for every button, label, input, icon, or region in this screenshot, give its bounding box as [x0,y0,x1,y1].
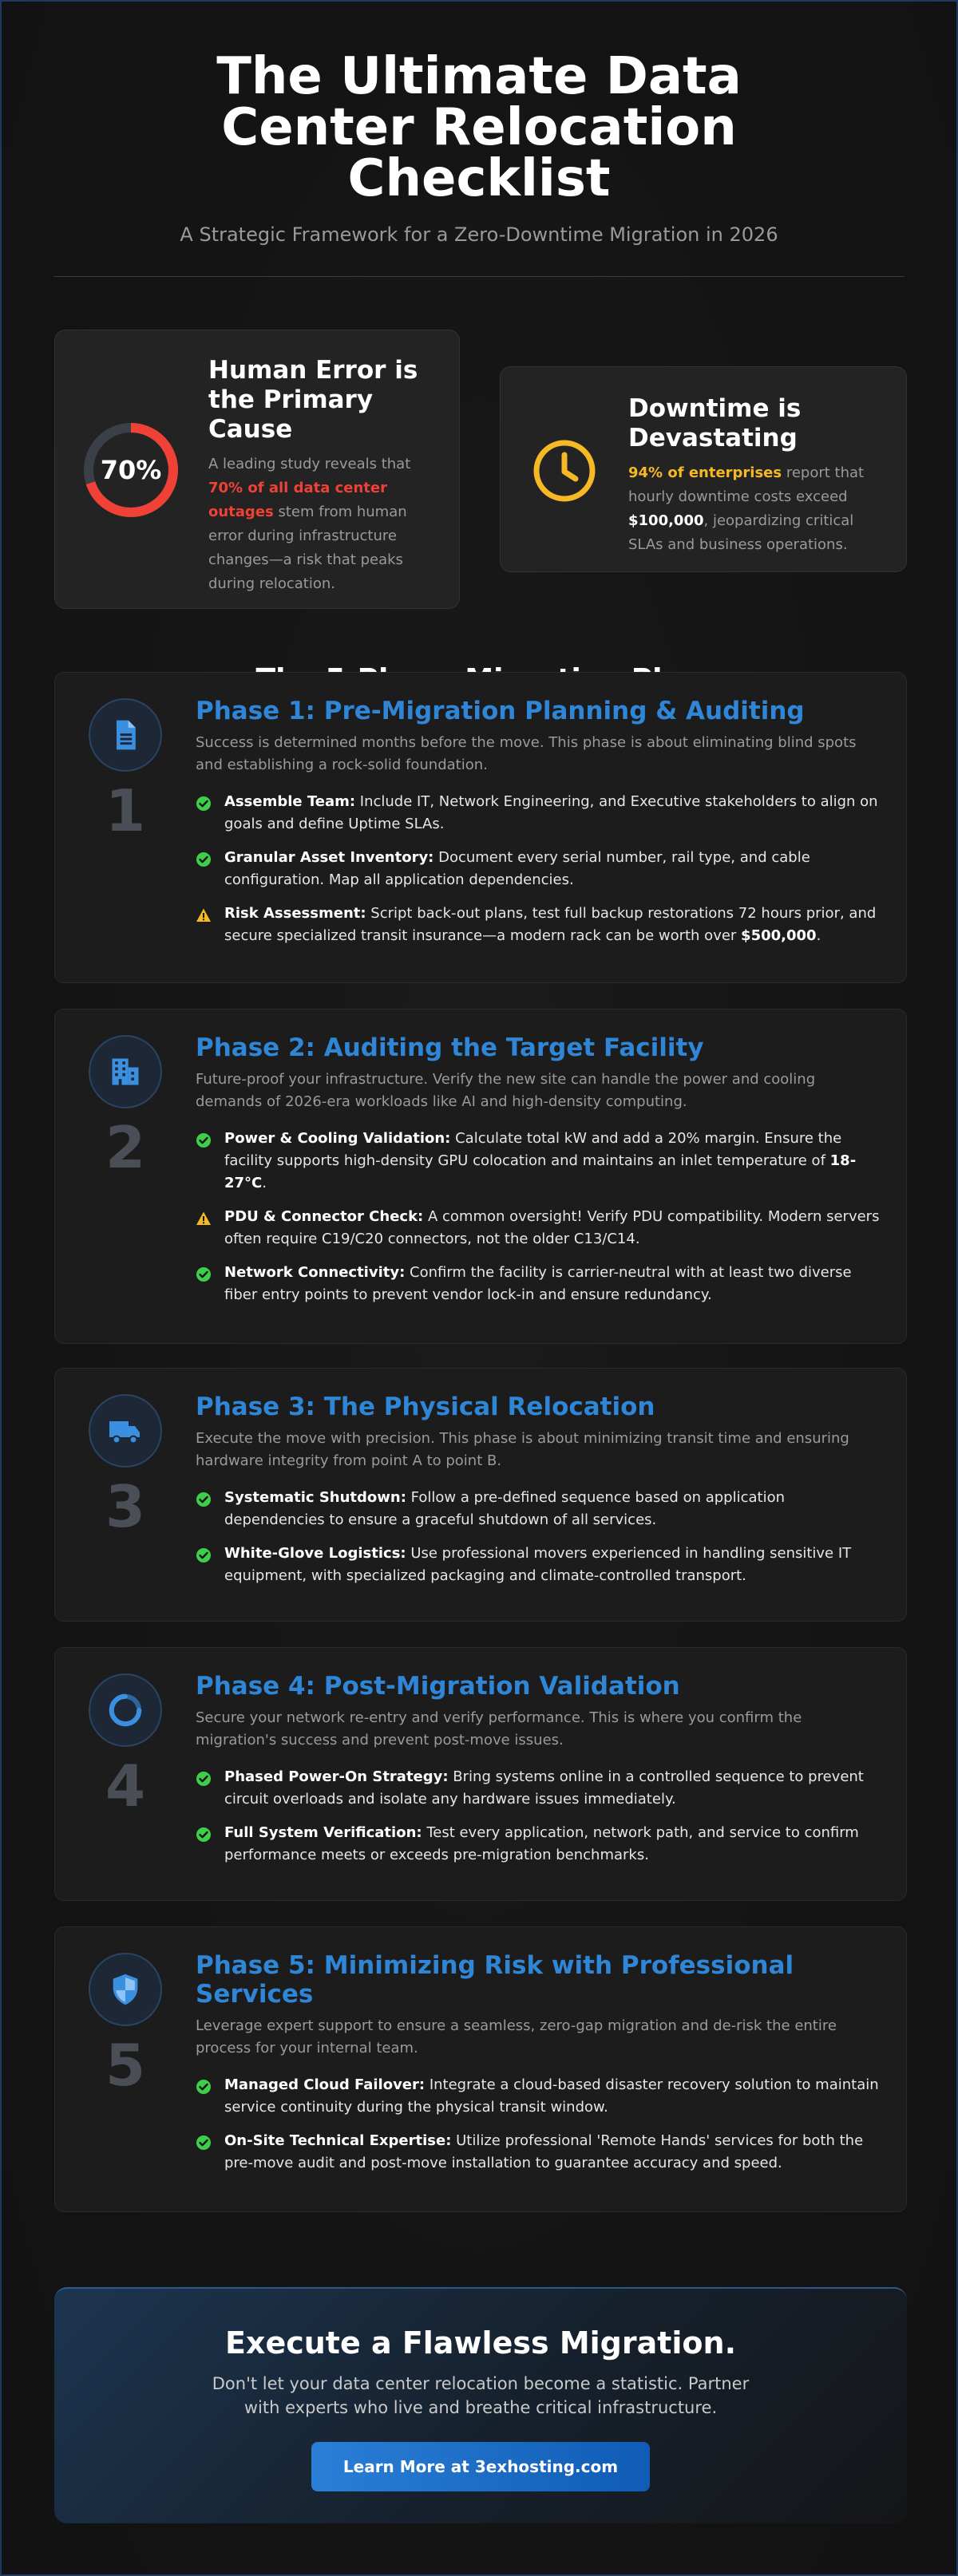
checklist-item-label: PDU & Connector Check: [224,1208,424,1225]
checklist-item [196,1543,882,1587]
checklist-item-label: Assemble Team: [224,793,356,810]
stats-section [2,277,956,652]
phase-title: Phase 2: Auditing the Target Facility [196,1033,704,1062]
checklist-item [196,791,882,836]
building-icon [89,1035,162,1108]
phase-description: Leverage expert support to ensure a seamless, zero-gap migration and de-risk the entire process for your internal team. [196,2017,837,2056]
phase-description: Success is determined months before the move. This phase is about eliminating blind spots and establishing a rock-solid foundation. [196,734,857,773]
checklist-item [196,1262,882,1306]
stat-highlight-amount: $100,000 [628,512,704,529]
checklist-item-tail: . [816,927,821,944]
document-icon [89,698,162,772]
page-title: The Ultimate Data Center Relocation Checklist [216,47,742,208]
phase-description: Future-proof your infrastructure. Verify the new site can handle the power and cooling demands of 2026-era workloads like AI and high-density computing. [196,1071,816,1110]
checklist-item [196,847,882,891]
clock-icon [531,437,598,504]
checklist-item-text: Document every serial number, rail type, and cable configuration. Map all application dependencies. [224,849,810,888]
phase-number: 2 [105,1114,146,1181]
checklist-item-label: Network Connectivity: [224,1264,406,1281]
checklist-item-text: Integrate a cloud-based disaster recovery solution to maintain service continuity during the physical transit window. [224,2076,879,2116]
phase-description: Execute the move with precision. This phase is about minimizing transit time and ensuring hardware integrity from point A to point B. [196,1430,849,1469]
learn-more-button[interactable]: Learn More at 3exhosting.com [311,2442,650,2491]
warning-triangle-icon [196,1211,212,1227]
phase-title: Phase 1: Pre-Migration Planning & Auditing [196,697,805,725]
stat-highlight: 94% of enterprises [628,464,782,481]
checklist-item-text: Calculate total kW and add a 20% margin. Ensure the facility supports high-density GPU colocation and maintains an inlet temperature of [224,1130,842,1169]
warning-triangle-icon [196,907,212,923]
phase-number: 4 [105,1752,146,1819]
donut-percent-label: 70% [100,455,162,485]
cta-title: Execute a Flawless Migration. [224,2325,737,2361]
stat-card-downtime [500,366,907,572]
stat-highlight: 70% of all data center outages [208,480,387,520]
shield-icon [89,1953,162,2026]
checklist-item [196,1766,882,1811]
check-circle-icon [196,1771,212,1787]
checklist-item [196,903,882,947]
phase-card-2 [54,1009,907,1344]
phase-title: Phase 5: Minimizing Risk with Professional Services [196,1951,794,2009]
checklist-item [196,2130,882,2175]
page-header [2,2,956,277]
stat-title: Human Error is the Primary Cause [208,356,418,444]
checklist-item-label: Full System Verification: [224,1824,422,1841]
check-circle-icon [196,851,212,867]
checklist-item-text: A common oversight! Verify PDU compatibility. Modern servers often require C19/C20 connectors, not the older C13/C14. [224,1208,880,1247]
truck-icon [89,1394,162,1468]
stat-text: A leading study reveals that 70% of all data center outages stem from human error during infrastructure changes—a risk that peaks during relocation. [208,456,411,592]
phase-number: 1 [105,777,146,844]
checklist-item-label: Granular Asset Inventory: [224,849,434,866]
phase-description: Secure your network re-entry and verify performance. This is where you confirm the migration's success and prevent post-move issues. [196,1709,802,1748]
checklist-item-label: White-Glove Logistics: [224,1545,406,1562]
checklist-item-label: Managed Cloud Failover: [224,2076,426,2093]
phase-card-5 [54,1926,907,2212]
checklist-item-emphasis: $500,000 [741,927,817,944]
spinner-icon [89,1673,162,1747]
checklist-item-text: Script back-out plans, test full backup restorations 72 hours prior, and secure specialized transit insurance—a modern rack can be worth over [224,905,877,944]
check-circle-icon [196,2079,212,2095]
checklist-item-text: Bring systems online in a controlled sequence to prevent circuit overloads and isolate any hardware issues immediately. [224,1768,864,1808]
phase-title: Phase 3: The Physical Relocation [196,1393,655,1421]
checklist-item [196,1822,882,1867]
checklist-item-tail: . [262,1175,267,1191]
stat-card-human-error [54,330,460,609]
check-circle-icon [196,2135,212,2151]
cta-section [54,2287,907,2523]
checklist-item-text: Confirm the facility is carrier-neutral with at least two diverse fiber entry points to prevent vendor lock-in and ensure redundancy. [224,1264,852,1303]
phase-number: 3 [105,1473,146,1540]
checklist-item-label: Phased Power-On Strategy: [224,1768,449,1785]
checklist-item-text: Use professional movers experienced in handling sensitive IT equipment, with specialized packaging and climate-controlled transport. [224,1545,852,1584]
cta-text: Don't let your data center relocation become a statistic. Partner with experts who live and breathe critical infrastructure. [212,2374,750,2417]
checklist-item-label: Power & Cooling Validation: [224,1130,451,1147]
checklist-item [196,1128,882,1195]
check-circle-icon [196,1547,212,1563]
checklist-item-label: On-Site Technical Expertise: [224,2132,452,2149]
phase-card-3 [54,1368,907,1622]
phase-card-1 [54,672,907,983]
phase-title: Phase 4: Post-Migration Validation [196,1672,680,1701]
checklist-item-label: Systematic Shutdown: [224,1489,406,1506]
check-circle-icon [196,1132,212,1148]
check-circle-icon [196,1827,212,1843]
stat-title: Downtime is Devastating [628,394,802,452]
checklist-item-text: Follow a pre-defined sequence based on application dependencies to ensure a graceful shutdown of all services. [224,1489,786,1528]
stat-text: 94% of enterprises report that hourly downtime costs exceed $100,000, jeopardizing critical SLAs and business operations. [628,464,865,553]
phase-card-4 [54,1647,907,1901]
check-circle-icon [196,1266,212,1282]
phase-number: 5 [105,2032,146,2099]
check-circle-icon [196,796,212,812]
checklist-item-emphasis: 18-27°C [224,1152,857,1191]
checklist-item [196,1206,882,1250]
check-circle-icon [196,1491,212,1507]
checklist-item [196,1487,882,1531]
checklist-item-text: Test every application, network path, and service to confirm performance meets or exceeds pre-migration benchmarks. [224,1824,859,1863]
checklist-item-text: Utilize professional 'Remote Hands' services for both the pre-move audit and post-move installation to guarantee accuracy and speed. [224,2132,864,2171]
checklist-item [196,2074,882,2119]
page-subtitle: A Strategic Framework for a Zero-Downtime Migration in 2026 [180,223,778,246]
checklist-item-text: Include IT, Network Engineering, and Executive stakeholders to align on goals and define Uptime SLAs. [224,793,878,832]
checklist-item-label: Risk Assessment: [224,905,366,922]
